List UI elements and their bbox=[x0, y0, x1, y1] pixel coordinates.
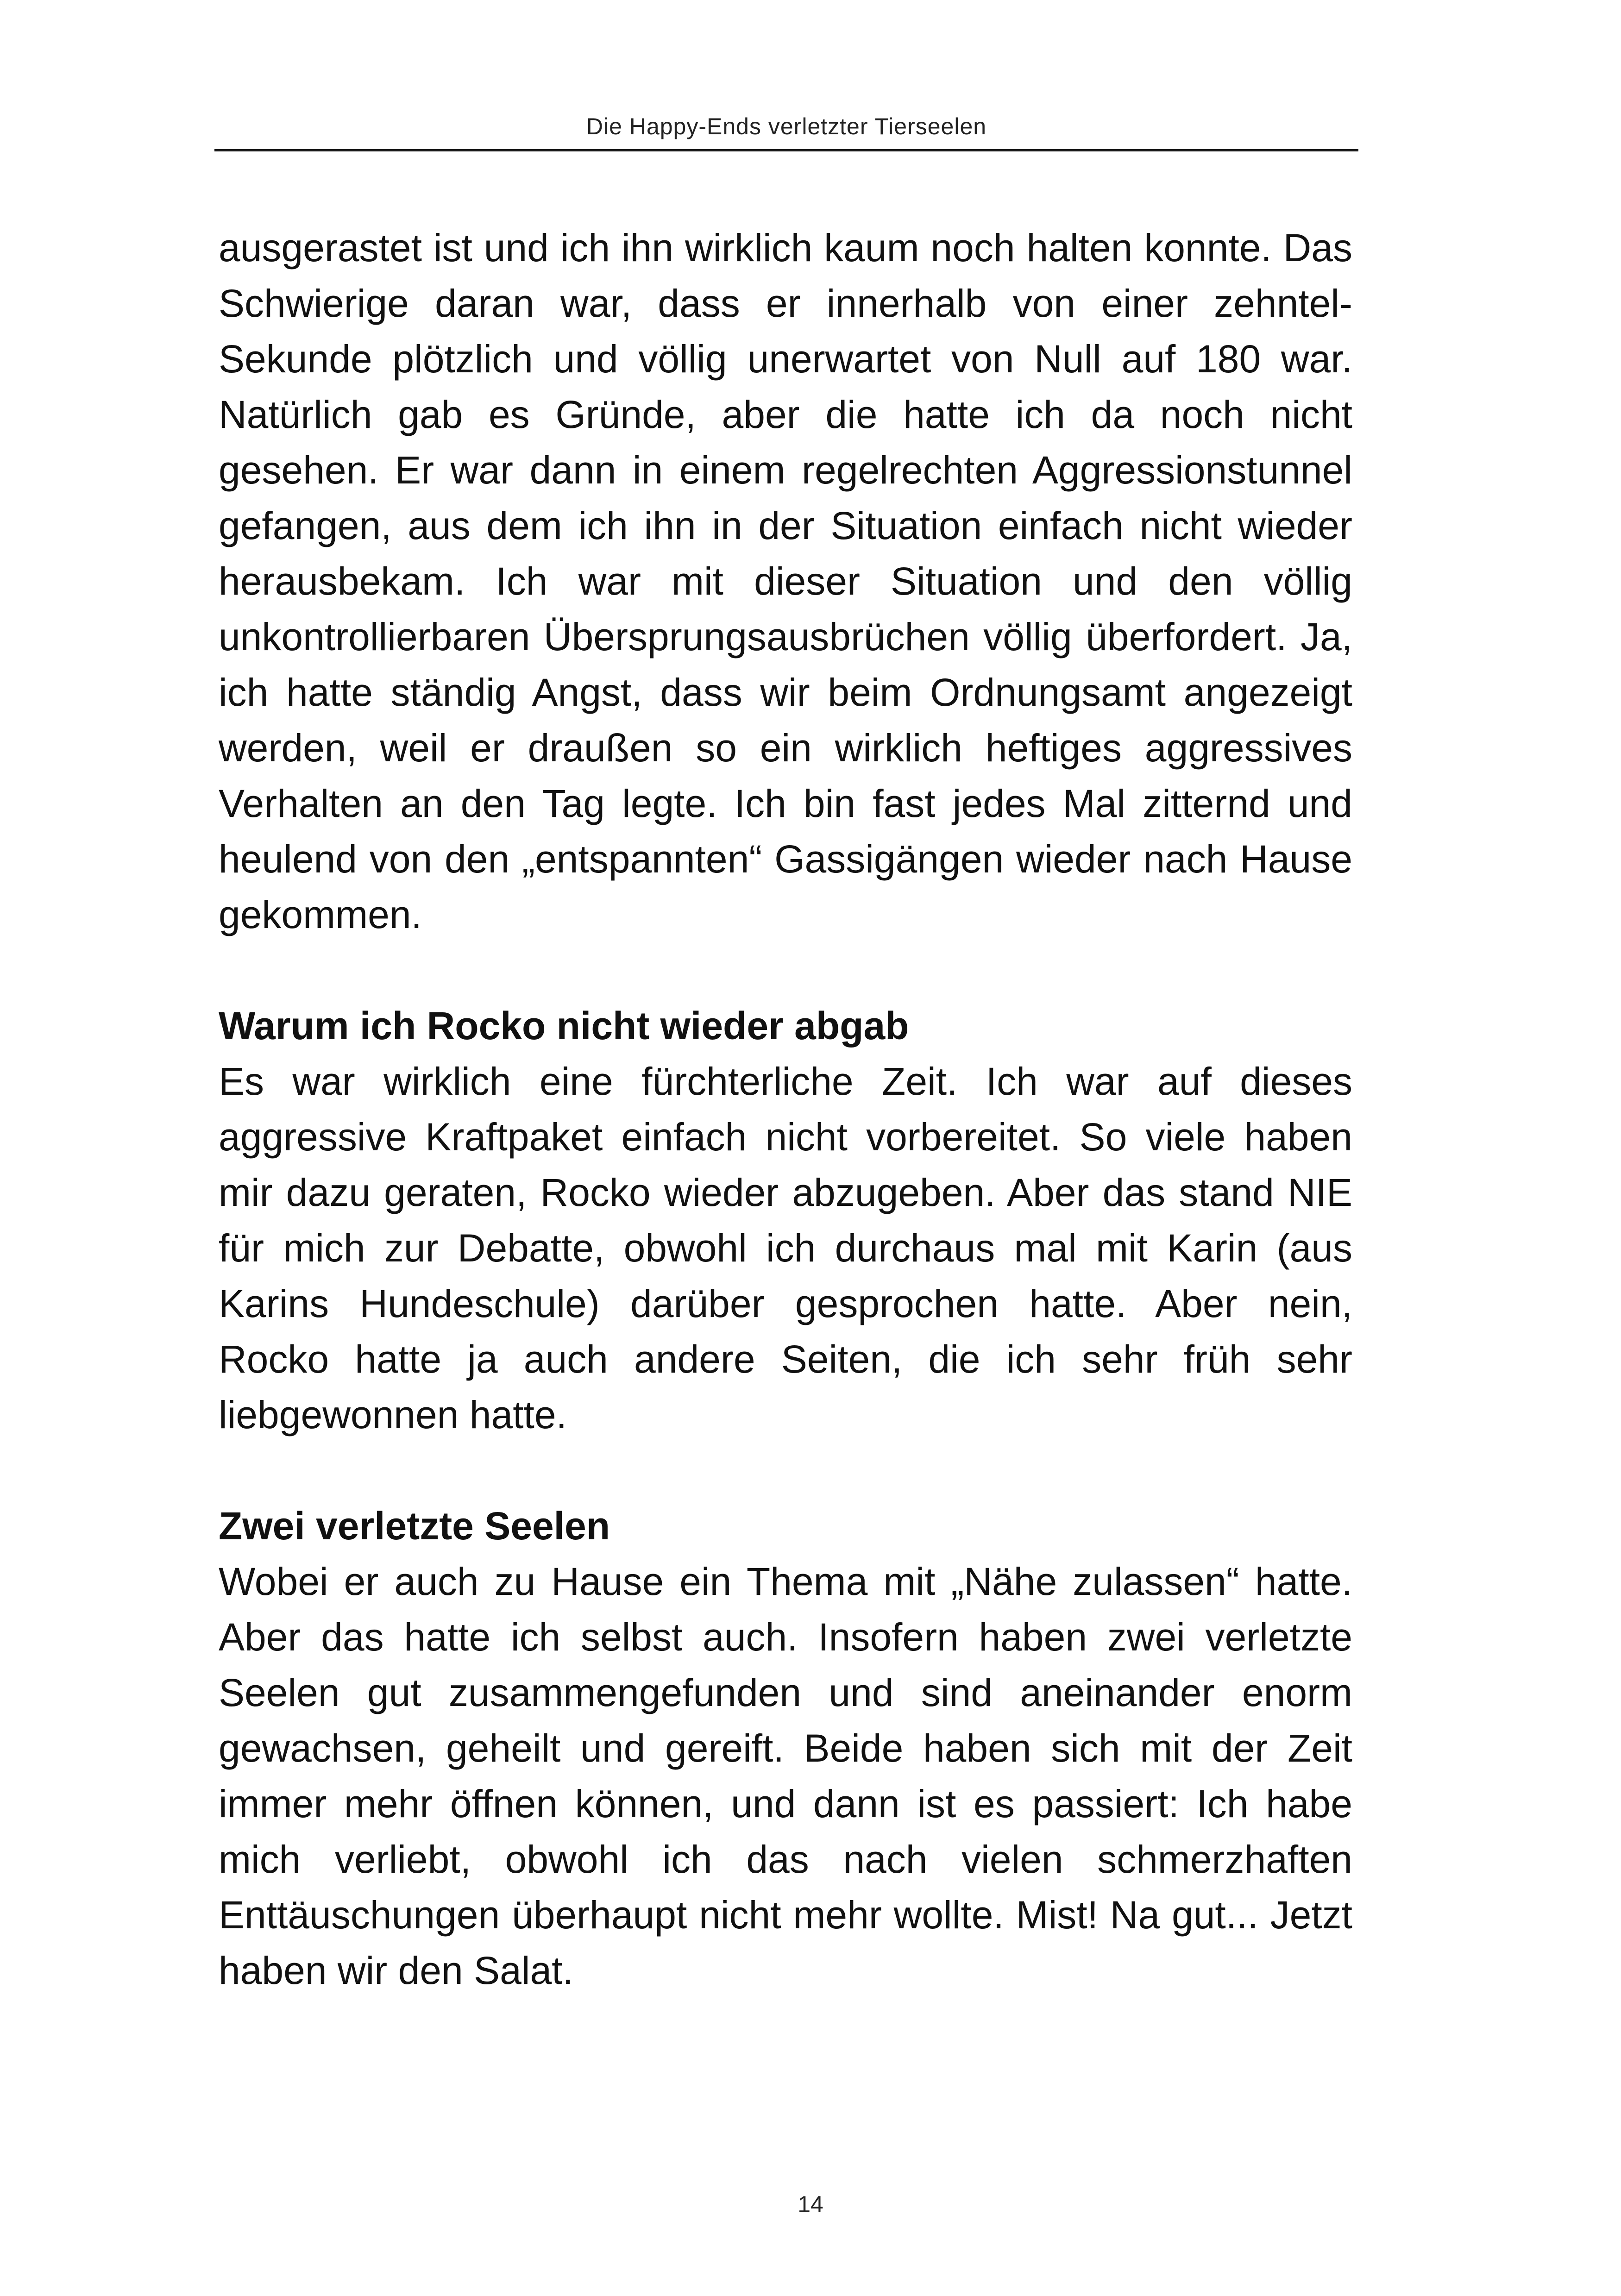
header-divider bbox=[214, 149, 1358, 151]
running-header: Die Happy-Ends verletzter Tierseelen bbox=[586, 113, 987, 139]
section-heading-seelen: Zwei verletzte Seelen bbox=[219, 1504, 610, 1548]
page-number: 14 bbox=[798, 2191, 823, 2217]
paragraph-seelen: Wobei er auch zu Hause ein Thema mit „Nähe zulassen“ hatte. Aber das hatte ich selbst auch. Insofern haben zwei verletzte Seelen gut zusammengefunden und sind aneinander enorm gewachsen, geheilt und gereift. Beide haben sich mit der Zeit immer mehr öffnen können, und dann ist es passiert: Ich habe mich verliebt, obwohl ich das nach vielen schmerzhaften Enttäuschungen überhaupt nicht mehr wollte. Mist! Na gut... Jetzt haben wir den Salat. bbox=[219, 1560, 1352, 1992]
section-heading-rocko: Warum ich Rocko nicht wieder abgab bbox=[219, 1004, 909, 1048]
paragraph-rocko: Es war wirklich eine fürchterliche Zeit. Ich war auf dieses aggressive Kraftpaket einfach nicht vorbereitet. So viele haben mir dazu geraten, Rocko wieder abzugeben. Aber das stand NIE für mich zur Debatte, obwohl ich durchaus mal mit Karin (aus Karins Hundeschule) darüber gesprochen hatte. Aber nein, Rocko hatte ja auch andere Seiten, die ich sehr früh sehr liebgewonnen hatte. bbox=[219, 1060, 1352, 1437]
page-body bbox=[219, 220, 1352, 1998]
paragraph-continuation: ausgerastet ist und ich ihn wirklich kaum noch halten konnte. Das Schwierige daran war, dass er innerhalb von einer zehntel-Sekunde plötzlich und völlig unerwartet von Null auf 180 war. Natürlich gab es Gründe, aber die hatte ich da noch nicht gesehen. Er war dann in einem regelrechten Aggressionstunnel gefangen, aus dem ich ihn in der Situation einfach nicht wieder herausbekam. Ich war mit dieser Situation und den völlig unkontrollierbaren Übersprungsausbrüchen völlig überfordert. Ja, ich hatte ständig Angst, dass wir beim Ordnungsamt angezeigt werden, weil er draußen so ein wirklich heftiges aggressives Verhalten an den Tag legte. Ich bin fast jedes Mal zitternd und heulend von den „entspannten“ Gassigängen wieder nach Hause gekommen. bbox=[219, 226, 1352, 936]
